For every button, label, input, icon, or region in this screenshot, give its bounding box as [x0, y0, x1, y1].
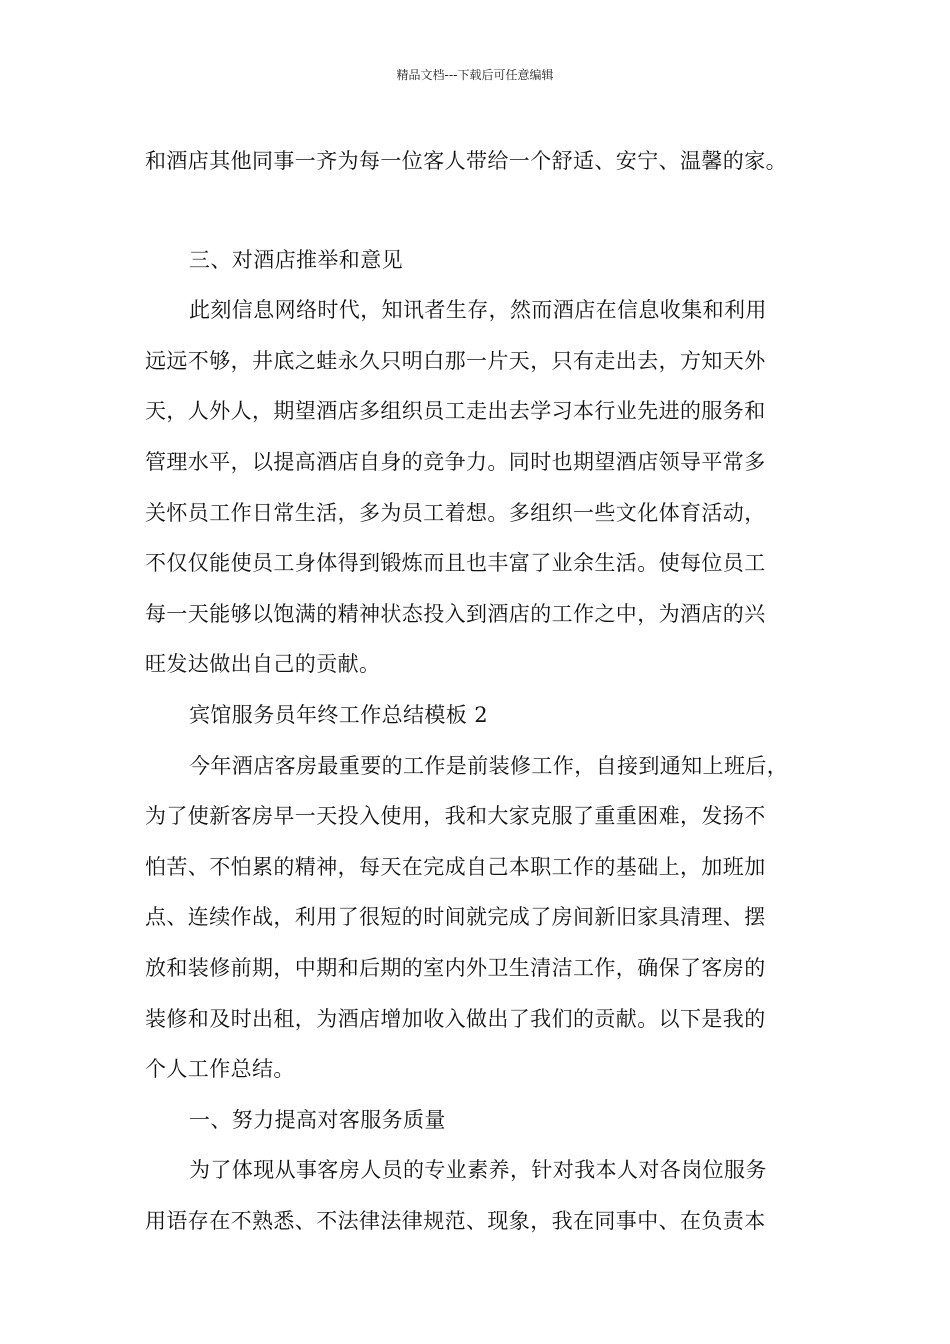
- paragraph: [145, 136, 845, 187]
- text-line: 怕苦、不怕累的精神，每天在完成自己本职工作的基础上，加班加: [145, 854, 766, 879]
- text-line: 宾馆服务员年终工作总结模板 2: [189, 702, 489, 727]
- text-line: 天，人外人，期望酒店多组织员工走出去学习本行业先进的服务和: [145, 399, 766, 424]
- text-line: 远远不够，井底之蛙永久只明白那一片天，只有走出去，方知天外: [145, 348, 766, 373]
- paragraph: [145, 741, 845, 1095]
- text-line: 旺发达做出自己的贡献。: [145, 652, 381, 677]
- text-line: 点、连续作战，利用了很短的时间就完成了房间新旧家具清理、摆: [145, 905, 766, 930]
- page-header: 精品文档---下载后可任意编辑: [396, 68, 554, 82]
- text-line: 一、努力提高对客服务质量: [189, 1107, 446, 1132]
- text-line: 三、对酒店推举和意见: [189, 247, 403, 272]
- paragraph: [145, 235, 845, 286]
- document-body: [145, 136, 845, 1246]
- text-line: 不仅仅能使员工身体得到锻炼而且也丰富了业余生活。使每位员工: [145, 551, 766, 576]
- text-line: 和酒店其他同事一齐为每一位客人带给一个舒适、安宁、温馨的家。: [145, 149, 787, 173]
- paragraph: [145, 1095, 845, 1146]
- text-line: 为了体现从事客房人员的专业素养，针对我本人对各岗位服务: [189, 1158, 767, 1183]
- text-line: 今年酒店客房最重要的工作是前装修工作，自接到通知上班后，: [189, 753, 789, 778]
- text-line: 用语存在不熟悉、不法律法律规范、现象，我在同事中、在负责本: [145, 1208, 766, 1233]
- text-line: 关怀员工作日常生活，多为员工着想。多组织一些文化体育活动，: [145, 500, 766, 525]
- paragraph: [145, 690, 845, 741]
- text-line: 管理水平，以提高酒店自身的竞争力。同时也期望酒店领导平常多: [145, 449, 766, 474]
- text-line: 装修和及时出租，为酒店增加收入做出了我们的贡献。以下是我的: [145, 1006, 766, 1031]
- text-line: 此刻信息网络时代，知讯者生存，然而酒店在信息收集和利用: [189, 298, 767, 323]
- text-line: 每一天能够以饱满的精神状态投入到酒店的工作之中，为酒店的兴: [145, 601, 766, 626]
- paragraph: [145, 285, 845, 690]
- text-line: 为了使新客房早一天投入使用，我和大家克服了重重困难，发扬不: [145, 804, 766, 829]
- paragraph: [145, 1145, 845, 1246]
- text-line: 个人工作总结。: [145, 1057, 295, 1082]
- paragraph-gap: [145, 187, 845, 235]
- text-line: 放和装修前期，中期和后期的室内外卫生清洁工作，确保了客房的: [145, 955, 766, 980]
